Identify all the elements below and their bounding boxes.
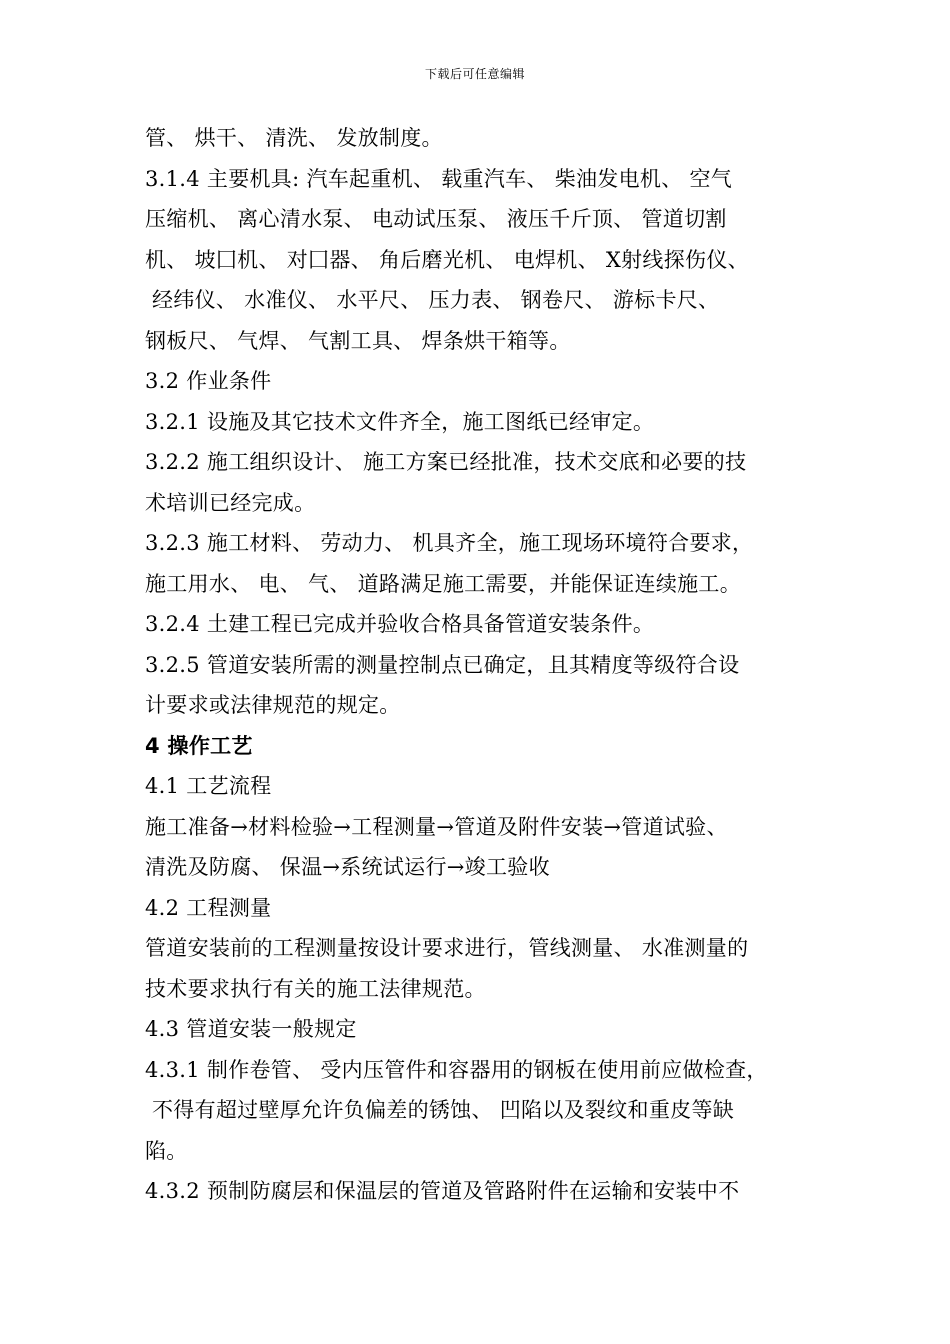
page-header: 下载后可任意编辑 — [424, 67, 525, 81]
text-line: 4.3.2 预制防腐层和保温层的管道及管路附件在运输和安装中不 — [145, 1179, 740, 1203]
text-line: 3.2.1 设施及其它技术文件齐全，施工图纸已经审定。 — [145, 409, 655, 434]
text-line: 压缩机、 离心清水泵、 电动试压泵、 液压千斤顶、 管道切割 — [145, 207, 727, 231]
text-line: 3.2.2 施工组织设计、 施工方案已经批准，技术交底和必要的技 — [145, 450, 747, 474]
text-line: 4.3.1 制作卷管、 受内压管件和容器用的钢板在使用前应做检查， — [145, 1057, 768, 1082]
text-line: 管、 烘干、 清洗、 发放制度。 — [145, 126, 443, 150]
text-line: 清洗及防腐、 保温→系统试运行→竣工验收 — [145, 855, 550, 879]
section-heading-4-1: 4.1 工艺流程 — [145, 774, 272, 798]
text-line: 机、 坡囗机、 对囗器、 角后磨光机、 电焊机、 X射线探伤仪、 — [145, 247, 749, 272]
text-line: 计要求或法律规范的规定。 — [145, 693, 401, 717]
text-line: 施工用水、 电、 气、 道路满足施工需要，并能保证连续施工。 — [145, 571, 742, 596]
text-line: 3.1.4 主要机具: 汽车起重机、 载重汽车、 柴油发电机、 空气 — [145, 166, 733, 191]
chapter-heading-4: 4 操作工艺 — [145, 733, 253, 758]
text-line: 不得有超过壁厚允许负偏差的锈蚀、 凹陷以及裂纹和重皮等缺 — [145, 1098, 735, 1122]
document-body — [145, 118, 825, 1212]
section-heading-4-2: 4.2 工程测量 — [145, 895, 272, 920]
section-heading-3-2: 3.2 作业条件 — [145, 369, 272, 393]
text-line: 3.2.5 管道安装所需的测量控制点已确定，且其精度等级符合设 — [145, 652, 740, 677]
text-line: 技术要求执行有关的施工法律规范。 — [145, 976, 486, 1001]
section-heading-4-3: 4.3 管道安装一般规定 — [145, 1017, 357, 1041]
text-line: 施工准备→材料检验→工程测量→管道及附件安装→管道试验、 — [145, 814, 728, 839]
text-line: 管道安装前的工程测量按设计要求进行，管线测量、 水准测量的 — [145, 936, 749, 960]
text-line: 术培训已经完成。 — [145, 490, 316, 515]
text-line: 陷。 — [145, 1138, 188, 1163]
text-line: 经纬仪、 水准仪、 水平尺、 压力表、 钢卷尺、 游标卡尺、 — [145, 288, 720, 312]
text-line: 钢板尺、 气焊、 气割工具、 焊条烘干箱等。 — [145, 328, 571, 353]
text-line: 3.2.4 土建工程已完成并验收合格具备管道安装条件。 — [145, 612, 655, 636]
text-line: 3.2.3 施工材料、 劳动力、 机具齐全，施工现场环境符合要求， — [145, 531, 754, 555]
